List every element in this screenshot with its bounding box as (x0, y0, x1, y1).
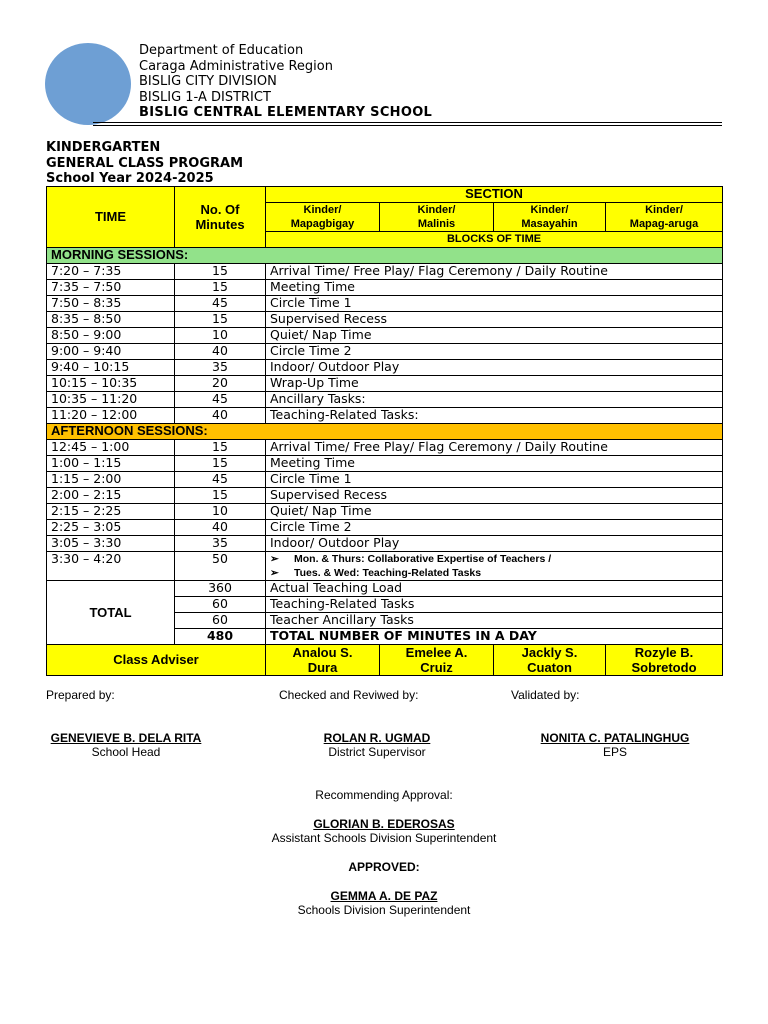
schedule-row (47, 456, 723, 472)
adviser-malinis (380, 645, 494, 676)
activity-cell: Arrival Time/ Free Play/ Flag Ceremony / Daily Routine (266, 440, 723, 456)
adviser-last-name: Dura (307, 660, 338, 675)
schedule-row (47, 488, 723, 504)
time-cell: 11:20 – 12:00 (47, 408, 175, 424)
total-label: TOTAL (47, 581, 175, 645)
bullet-text: Tues. & Wed: Teaching-Related Tasks (294, 567, 482, 579)
minutes-header-line1: No. Of (200, 202, 240, 217)
activity-cell: Circle Time 2 (266, 520, 723, 536)
activity-cell: Supervised Recess (266, 488, 723, 504)
section-name: Malinis (417, 218, 456, 230)
document-title (46, 140, 243, 187)
title-grade: KINDERGARTEN (46, 140, 161, 155)
letterhead-department: Department of Education (139, 43, 304, 58)
checked-by-label: Checked and Reviwed by: (279, 688, 419, 702)
activity-cell: Circle Time 1 (266, 296, 723, 312)
schedule-row (47, 520, 723, 536)
section-name: Masayahin (521, 218, 578, 230)
time-cell: 3:30 – 4:20 (47, 552, 175, 581)
time-cell: 7:50 – 8:35 (47, 296, 175, 312)
schedule-row (47, 312, 723, 328)
title-school-year: School Year 2024-2025 (46, 171, 214, 186)
minutes-cell: 40 (175, 408, 266, 424)
prepared-signatory (36, 731, 216, 759)
minutes-cell: 45 (175, 392, 266, 408)
total-label-cell: Actual Teaching Load (266, 581, 723, 597)
minutes-header-line2: Minutes (195, 217, 245, 232)
time-cell: 2:15 – 2:25 (47, 504, 175, 520)
afternoon-sessions-label: AFTERNOON SESSIONS: (47, 424, 723, 440)
signatory-title: District Supervisor (328, 745, 426, 759)
schedule-row (47, 376, 723, 392)
letterhead-rule-2 (93, 125, 722, 126)
arrow-bullet-icon: ➢ (270, 567, 279, 579)
adviser-first-name: Rozyle B. (634, 645, 694, 660)
schedule-row (47, 264, 723, 280)
minutes-cell: 35 (175, 536, 266, 552)
total-label-cell: Teaching-Related Tasks (266, 597, 723, 613)
signatory-title: EPS (602, 745, 627, 759)
minutes-cell: 20 (175, 376, 266, 392)
activity-cell: Meeting Time (266, 456, 723, 472)
letterhead (139, 43, 432, 121)
time-cell: 8:35 – 8:50 (47, 312, 175, 328)
schedule-row (47, 280, 723, 296)
morning-sessions (47, 264, 723, 424)
activity-cell: Circle Time 2 (266, 344, 723, 360)
section-malinis (380, 203, 494, 232)
section-label: Kinder/ (417, 204, 456, 216)
total-minutes-cell: 60 (175, 597, 266, 613)
section-mapag-aruga (606, 203, 723, 232)
schedule-row (47, 344, 723, 360)
prepared-by-label: Prepared by: (46, 688, 115, 702)
time-cell: 2:25 – 3:05 (47, 520, 175, 536)
signatory-title: Assistant Schools Division Superintendent (271, 831, 497, 845)
section-masayahin (494, 203, 606, 232)
total-label-cell: Teacher Ancillary Tasks (266, 613, 723, 629)
section-name: Mapag-aruga (629, 218, 699, 230)
approved-label: APPROVED: (348, 860, 420, 874)
minutes-cell: 15 (175, 280, 266, 296)
adviser-mapag-aruga (606, 645, 723, 676)
time-cell: 12:45 – 1:00 (47, 440, 175, 456)
approved-signatory (234, 889, 534, 917)
minutes-cell: 15 (175, 456, 266, 472)
grand-total-minutes: 480 (175, 629, 266, 645)
school-logo (45, 43, 131, 125)
activity-cell: Arrival Time/ Free Play/ Flag Ceremony / Daily Routine (266, 264, 723, 280)
bullet-item (270, 566, 722, 580)
activity-cell: Quiet/ Nap Time (266, 504, 723, 520)
adviser-first-name: Emelee A. (405, 645, 468, 660)
morning-sessions-label: MORNING SESSIONS: (47, 248, 723, 264)
schedule-row (47, 360, 723, 376)
time-cell: 1:00 – 1:15 (47, 456, 175, 472)
signatory-name: NONITA C. PATALINGHUG (540, 731, 690, 745)
bullet-text: Mon. & Thurs: Collaborative Expertise of Teachers / (294, 553, 552, 565)
bullet-item (270, 552, 722, 566)
recommending-label: Recommending Approval: (315, 788, 453, 802)
activity-cell: Circle Time 1 (266, 472, 723, 488)
adviser-first-name: Analou S. (292, 645, 353, 660)
minutes-cell: 10 (175, 328, 266, 344)
minutes-header (175, 187, 266, 248)
time-cell: 2:00 – 2:15 (47, 488, 175, 504)
time-header: TIME (47, 187, 175, 248)
minutes-cell: 45 (175, 296, 266, 312)
schedule-row (47, 504, 723, 520)
minutes-cell: 35 (175, 360, 266, 376)
section-label: Kinder/ (645, 204, 683, 216)
arrow-bullet-icon: ➢ (270, 553, 279, 565)
adviser-mapagbigay (266, 645, 380, 676)
letterhead-rule (93, 122, 722, 123)
adviser-last-name: Cuaton (527, 660, 572, 675)
adviser-first-name: Jackly S. (521, 645, 578, 660)
time-cell: 10:35 – 11:20 (47, 392, 175, 408)
section-mapagbigay (266, 203, 380, 232)
minutes-cell: 10 (175, 504, 266, 520)
time-cell: 3:05 – 3:30 (47, 536, 175, 552)
section-name: Mapagbigay (290, 218, 355, 230)
adviser-last-name: Sobretodo (631, 660, 697, 675)
signatory-name: ROLAN R. UGMAD (323, 731, 431, 745)
schedule-row (47, 472, 723, 488)
activity-cell: Supervised Recess (266, 312, 723, 328)
grand-total-label: TOTAL NUMBER OF MINUTES IN A DAY (266, 629, 723, 645)
time-cell: 8:50 – 9:00 (47, 328, 175, 344)
afternoon-sessions (47, 440, 723, 552)
validated-signatory (530, 731, 700, 759)
validated-by-label: Validated by: (511, 688, 580, 702)
section-label: Kinder/ (303, 204, 342, 216)
class-adviser-label: Class Adviser (47, 645, 266, 676)
signatory-name: GLORIAN B. EDEROSAS (313, 817, 455, 831)
activity-cell: Wrap-Up Time (266, 376, 723, 392)
activity-cell: Indoor/ Outdoor Play (266, 536, 723, 552)
time-cell: 1:15 – 2:00 (47, 472, 175, 488)
letterhead-school: BISLIG CENTRAL ELEMENTARY SCHOOL (139, 105, 433, 121)
letterhead-division: BISLIG CITY DIVISION (139, 74, 277, 90)
collab-tasks-cell (266, 552, 723, 581)
signatory-name: GEMMA A. DE PAZ (330, 889, 438, 903)
adviser-last-name: Cruiz (420, 660, 453, 675)
adviser-masayahin (494, 645, 606, 676)
title-program: GENERAL CLASS PROGRAM (46, 155, 244, 171)
signatory-name: GENEVIEVE B. DELA RITA (50, 731, 202, 745)
schedule-row (47, 536, 723, 552)
signatory-title: School Head (91, 745, 161, 759)
total-minutes-cell: 360 (175, 581, 266, 597)
schedule-row (47, 408, 723, 424)
minutes-cell: 15 (175, 312, 266, 328)
time-cell: 7:20 – 7:35 (47, 264, 175, 280)
minutes-cell: 15 (175, 488, 266, 504)
section-header: SECTION (266, 187, 723, 203)
letterhead-region: Caraga Administrative Region (139, 58, 333, 74)
blocks-of-time-header: BLOCKS OF TIME (266, 232, 723, 248)
minutes-cell: 40 (175, 520, 266, 536)
minutes-cell: 50 (175, 552, 266, 581)
minutes-cell: 45 (175, 472, 266, 488)
activity-cell: Meeting Time (266, 280, 723, 296)
total-minutes-cell: 60 (175, 613, 266, 629)
activity-cell: Quiet/ Nap Time (266, 328, 723, 344)
schedule-row (47, 392, 723, 408)
activity-cell: Teaching-Related Tasks: (266, 408, 723, 424)
minutes-cell: 15 (175, 440, 266, 456)
time-cell: 9:40 – 10:15 (47, 360, 175, 376)
minutes-cell: 15 (175, 264, 266, 280)
minutes-cell: 40 (175, 344, 266, 360)
schedule-row (47, 296, 723, 312)
recommending-signatory (234, 817, 534, 845)
section-label: Kinder/ (530, 204, 569, 216)
time-cell: 10:15 – 10:35 (47, 376, 175, 392)
schedule-row (47, 440, 723, 456)
activity-cell: Ancillary Tasks: (266, 392, 723, 408)
class-program-table (46, 186, 723, 676)
letterhead-district: BISLIG 1-A DISTRICT (139, 89, 271, 105)
checked-signatory (292, 731, 462, 759)
time-cell: 7:35 – 7:50 (47, 280, 175, 296)
activity-cell: Indoor/ Outdoor Play (266, 360, 723, 376)
time-cell: 9:00 – 9:40 (47, 344, 175, 360)
signatory-title: Schools Division Superintendent (297, 903, 471, 917)
schedule-row (47, 328, 723, 344)
